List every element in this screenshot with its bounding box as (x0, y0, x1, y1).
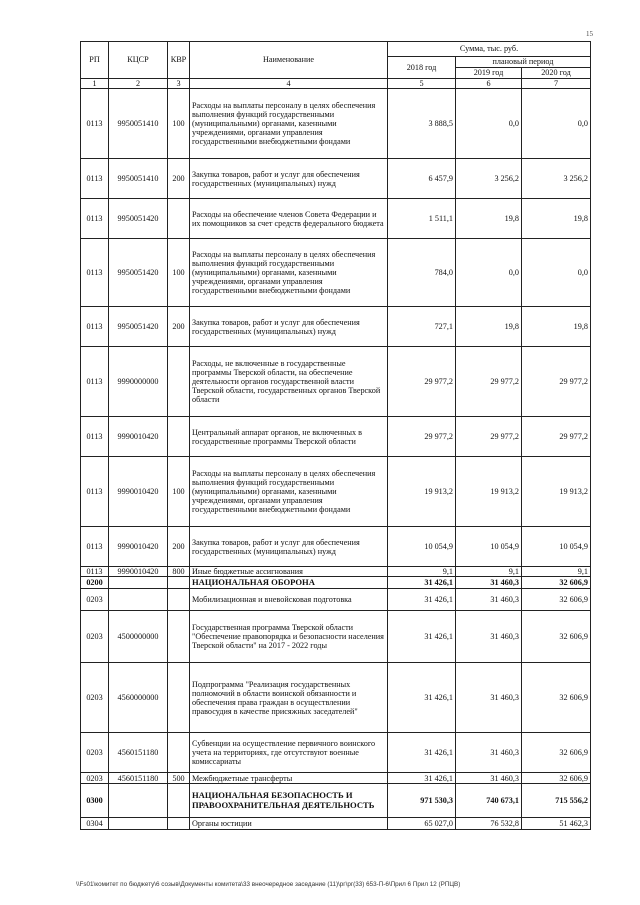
name-cell: Расходы, не включенные в государственные программы Тверской области, на обеспечение деятельности органов государственной власти Тверской области, государственных органов Тверской области (190, 347, 388, 417)
footer-path: \\Fs01\комитет по бюджету\6 созыв\Документы комитета\33 внеочередное заседание (11)\рг\рг(33) 653-П-6\Прил 6 Прил 12 (РПЦВ) (76, 881, 461, 888)
table-row (81, 773, 591, 784)
value-2019-cell: 76 532,8 (456, 818, 522, 830)
rp-cell: 0304 (81, 818, 109, 830)
page-number: 15 (586, 30, 593, 38)
table-row (81, 577, 591, 589)
name-cell: Закупка товаров, работ и услуг для обеспечения государственных (муниципальных) нужд (190, 307, 388, 347)
table-row (81, 567, 591, 577)
table-row (81, 818, 591, 830)
value-2019-cell: 31 460,3 (456, 577, 522, 589)
rp-cell: 0113 (81, 527, 109, 567)
rp-cell: 0203 (81, 663, 109, 733)
table-row (81, 417, 591, 457)
value-2018-cell: 29 977,2 (388, 417, 456, 457)
value-2018-cell: 31 426,1 (388, 589, 456, 611)
header-rp: РП (81, 42, 109, 79)
value-2020-cell: 32 606,9 (522, 589, 591, 611)
value-2019-cell: 10 054,9 (456, 527, 522, 567)
kcsr-cell: 9990010420 (109, 417, 168, 457)
value-2019-cell: 19,8 (456, 307, 522, 347)
rp-cell: 0113 (81, 457, 109, 527)
index-cell: 7 (522, 79, 591, 89)
value-2018-cell: 6 457,9 (388, 159, 456, 199)
kcsr-cell (109, 589, 168, 611)
value-2019-cell: 31 460,3 (456, 733, 522, 773)
index-cell: 6 (456, 79, 522, 89)
value-2019-cell: 31 460,3 (456, 589, 522, 611)
kvr-cell (168, 784, 190, 818)
table-row (81, 347, 591, 417)
kvr-cell (168, 611, 190, 663)
kvr-cell (168, 733, 190, 773)
rp-cell: 0113 (81, 347, 109, 417)
value-2020-cell: 32 606,9 (522, 663, 591, 733)
index-cell: 1 (81, 79, 109, 89)
kvr-cell (168, 818, 190, 830)
kvr-cell: 200 (168, 159, 190, 199)
value-2019-cell: 9,1 (456, 567, 522, 577)
name-cell: Расходы на выплаты персоналу в целях обеспечения выполнения функций государственными (муниципальными) органами, казенными учреждениями, органами управления государственными внебюджетными фондами (190, 239, 388, 307)
kcsr-cell: 9950051410 (109, 159, 168, 199)
rp-cell: 0113 (81, 199, 109, 239)
table-row (81, 733, 591, 773)
value-2020-cell: 3 256,2 (522, 159, 591, 199)
table-row (81, 199, 591, 239)
value-2020-cell: 0,0 (522, 239, 591, 307)
rp-cell: 0113 (81, 239, 109, 307)
header-planned: плановый период (456, 57, 591, 68)
kcsr-cell: 9950051420 (109, 239, 168, 307)
value-2020-cell: 29 977,2 (522, 347, 591, 417)
index-cell: 2 (109, 79, 168, 89)
value-2019-cell: 0,0 (456, 89, 522, 159)
value-2019-cell: 0,0 (456, 239, 522, 307)
value-2018-cell: 784,0 (388, 239, 456, 307)
name-cell: Расходы на выплаты персоналу в целях обеспечения выполнения функций государственными (муниципальными) органами, казенными учреждениями, органами управления государственными внебюджетными фондами (190, 457, 388, 527)
value-2020-cell: 715 556,2 (522, 784, 591, 818)
index-cell: 3 (168, 79, 190, 89)
value-2020-cell: 9,1 (522, 567, 591, 577)
name-cell: НАЦИОНАЛЬНАЯ ОБОРОНА (190, 577, 388, 589)
name-cell: Субвенции на осуществление первичного воинского учета на территориях, где отсутствуют военные комиссариаты (190, 733, 388, 773)
value-2020-cell: 51 462,3 (522, 818, 591, 830)
budget-table (80, 41, 591, 830)
header-kcsr: КЦСР (109, 42, 168, 79)
value-2018-cell: 31 426,1 (388, 577, 456, 589)
name-cell: Закупка товаров, работ и услуг для обеспечения государственных (муниципальных) нужд (190, 527, 388, 567)
table-row (81, 239, 591, 307)
value-2019-cell: 3 256,2 (456, 159, 522, 199)
value-2019-cell: 29 977,2 (456, 347, 522, 417)
value-2018-cell: 65 027,0 (388, 818, 456, 830)
kvr-cell: 100 (168, 457, 190, 527)
value-2019-cell: 31 460,3 (456, 663, 522, 733)
value-2020-cell: 0,0 (522, 89, 591, 159)
table-row (81, 527, 591, 567)
name-cell: Закупка товаров, работ и услуг для обеспечения государственных (муниципальных) нужд (190, 159, 388, 199)
kcsr-cell: 9990000000 (109, 347, 168, 417)
value-2018-cell: 3 888,5 (388, 89, 456, 159)
kvr-cell: 100 (168, 89, 190, 159)
name-cell: Иные бюджетные ассигнования (190, 567, 388, 577)
table-row (81, 89, 591, 159)
value-2020-cell: 32 606,9 (522, 611, 591, 663)
rp-cell: 0203 (81, 733, 109, 773)
rp-cell: 0113 (81, 567, 109, 577)
kcsr-cell (109, 818, 168, 830)
kvr-cell: 800 (168, 567, 190, 577)
value-2019-cell: 19,8 (456, 199, 522, 239)
value-2019-cell: 19 913,2 (456, 457, 522, 527)
kcsr-cell: 4560151180 (109, 733, 168, 773)
kcsr-cell: 9990010420 (109, 527, 168, 567)
value-2020-cell: 19,8 (522, 199, 591, 239)
rp-cell: 0200 (81, 577, 109, 589)
value-2020-cell: 10 054,9 (522, 527, 591, 567)
rp-cell: 0203 (81, 611, 109, 663)
table-row (81, 159, 591, 199)
kvr-cell: 200 (168, 307, 190, 347)
value-2018-cell: 19 913,2 (388, 457, 456, 527)
rp-cell: 0113 (81, 89, 109, 159)
kvr-cell: 200 (168, 527, 190, 567)
kcsr-cell: 4500000000 (109, 611, 168, 663)
value-2020-cell: 29 977,2 (522, 417, 591, 457)
value-2020-cell: 19,8 (522, 307, 591, 347)
kvr-cell: 100 (168, 239, 190, 307)
header-kvr: КВР (168, 42, 190, 79)
kcsr-cell: 4560000000 (109, 663, 168, 733)
kvr-cell (168, 347, 190, 417)
rp-cell: 0300 (81, 784, 109, 818)
value-2018-cell: 727,1 (388, 307, 456, 347)
kvr-cell (168, 577, 190, 589)
table-row (81, 307, 591, 347)
kcsr-cell: 9950051410 (109, 89, 168, 159)
kvr-cell: 500 (168, 773, 190, 784)
table-row (81, 663, 591, 733)
kcsr-cell (109, 577, 168, 589)
header-sum: Сумма, тыс. руб. (388, 42, 591, 57)
name-cell: Расходы на выплаты персоналу в целях обеспечения выполнения функций государственными (муниципальными) органами, казенными учреждениями, органами управления государственными внебюджетными фондами (190, 89, 388, 159)
name-cell: НАЦИОНАЛЬНАЯ БЕЗОПАСНОСТЬ И ПРАВООХРАНИТЕЛЬНАЯ ДЕЯТЕЛЬНОСТЬ (190, 784, 388, 818)
table-row (81, 457, 591, 527)
header-2020: 2020 год (522, 68, 591, 79)
kcsr-cell: 9950051420 (109, 307, 168, 347)
value-2020-cell: 32 606,9 (522, 577, 591, 589)
table-body (81, 89, 591, 830)
value-2018-cell: 1 511,1 (388, 199, 456, 239)
value-2018-cell: 971 530,3 (388, 784, 456, 818)
value-2020-cell: 32 606,9 (522, 773, 591, 784)
kcsr-cell: 9950051420 (109, 199, 168, 239)
table-row (81, 589, 591, 611)
name-cell: Мобилизационная и вневойсковая подготовка (190, 589, 388, 611)
name-cell: Органы юстиции (190, 818, 388, 830)
kcsr-cell: 9990010420 (109, 567, 168, 577)
value-2018-cell: 29 977,2 (388, 347, 456, 417)
value-2020-cell: 19 913,2 (522, 457, 591, 527)
kcsr-cell (109, 784, 168, 818)
rp-cell: 0203 (81, 773, 109, 784)
header-2019: 2019 год (456, 68, 522, 79)
name-cell: Межбюджетные трансферты (190, 773, 388, 784)
table-row (81, 611, 591, 663)
rp-cell: 0203 (81, 589, 109, 611)
index-cell: 5 (388, 79, 456, 89)
kvr-cell (168, 663, 190, 733)
value-2018-cell: 31 426,1 (388, 773, 456, 784)
rp-cell: 0113 (81, 417, 109, 457)
header-name: Наименование (190, 42, 388, 79)
rp-cell: 0113 (81, 307, 109, 347)
name-cell: Государственная программа Тверской области "Обеспечение правопорядка и безопасности населения Тверской области" на 2017 - 2022 годы (190, 611, 388, 663)
rp-cell: 0113 (81, 159, 109, 199)
value-2018-cell: 10 054,9 (388, 527, 456, 567)
table-row (81, 784, 591, 818)
value-2019-cell: 29 977,2 (456, 417, 522, 457)
header-2018: 2018 год (388, 57, 456, 79)
name-cell: Подпрограмма "Реализация государственных полномочий в области воинской обязанности и обеспечения права граждан в осуществлении правосудия в качестве присяжных заседателей" (190, 663, 388, 733)
value-2019-cell: 31 460,3 (456, 611, 522, 663)
name-cell: Центральный аппарат органов, не включенных в государственные программы Тверской области (190, 417, 388, 457)
kcsr-cell: 4560151180 (109, 773, 168, 784)
value-2019-cell: 31 460,3 (456, 773, 522, 784)
value-2020-cell: 32 606,9 (522, 733, 591, 773)
value-2018-cell: 31 426,1 (388, 663, 456, 733)
name-cell: Расходы на обеспечение членов Совета Федерации и их помощников за счет средств федерального бюджета (190, 199, 388, 239)
index-cell: 4 (190, 79, 388, 89)
value-2018-cell: 31 426,1 (388, 611, 456, 663)
value-2018-cell: 9,1 (388, 567, 456, 577)
value-2019-cell: 740 673,1 (456, 784, 522, 818)
kcsr-cell: 9990010420 (109, 457, 168, 527)
value-2018-cell: 31 426,1 (388, 733, 456, 773)
kvr-cell (168, 199, 190, 239)
kvr-cell (168, 589, 190, 611)
kvr-cell (168, 417, 190, 457)
